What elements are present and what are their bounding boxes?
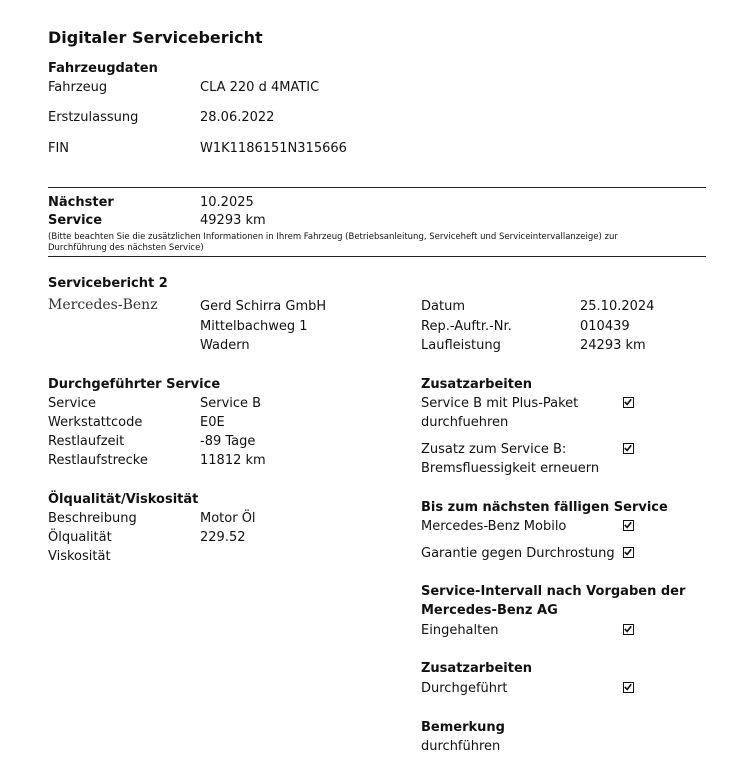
interval-heading-line1: Service-Intervall nach Vorgaben der (421, 584, 686, 599)
vehicle-value: CLA 220 d 4MATIC (200, 80, 320, 95)
remaining-distance-label: Restlaufstrecke (48, 453, 148, 468)
first-registration-value: 28.06.2022 (200, 110, 275, 125)
divider-top (48, 187, 706, 188)
oil-quality-label: Ölqualität (48, 530, 112, 545)
remark-heading: Bemerkung (421, 720, 505, 735)
next-service-label-2: Service (48, 213, 103, 228)
extra-work-heading: Zusatzarbeiten (421, 377, 533, 392)
oil-quality-value: 229.52 (200, 530, 246, 545)
interval-label: Eingehalten (421, 623, 499, 638)
checkmark-icon (624, 521, 632, 529)
service-value: Service B (200, 396, 262, 411)
extra-work-item-2-line1: Zusatz zum Service B: (421, 442, 567, 457)
report-heading: Servicebericht 2 (48, 276, 168, 291)
extra-work2-label: Durchgeführt (421, 681, 508, 696)
date-value: 25.10.2024 (580, 299, 655, 314)
vin-value: W1K1186151N315666 (200, 141, 347, 156)
mobilo-label: Mercedes-Benz Mobilo (421, 519, 567, 534)
mileage-value: 24293 km (580, 338, 646, 353)
oil-description-value: Motor Öl (200, 511, 256, 526)
date-label: Datum (421, 299, 465, 314)
remaining-distance-value: 11812 km (200, 453, 266, 468)
interval-heading-line2: Mercedes-Benz AG (421, 603, 558, 618)
workshop-code-label: Werkstattcode (48, 415, 143, 430)
extra-work2-checkbox[interactable] (623, 682, 634, 693)
dealer-city: Wadern (200, 338, 250, 353)
next-service-label-1: Nächster (48, 195, 114, 210)
viscosity-label: Viskosität (48, 549, 111, 564)
remark-text: durchführen (421, 739, 501, 754)
workshop-code-value: E0E (200, 415, 225, 430)
vehicle-heading: Fahrzeugdaten (48, 61, 158, 76)
extra-work-item-1-line2: durchfuehren (421, 415, 509, 430)
service-heading: Durchgeführter Service (48, 377, 221, 392)
page-title: Digitaler Servicebericht (48, 28, 263, 47)
oil-heading: Ölqualität/Viskosität (48, 492, 199, 507)
divider-bottom (48, 256, 706, 257)
extra-work-item-2-line2: Bremsfluessigkeit erneuern (421, 461, 600, 476)
mileage-label: Laufleistung (421, 338, 501, 353)
extra-work-item-1-checkbox[interactable] (623, 397, 634, 408)
interval-checkbox[interactable] (623, 624, 634, 635)
order-number-value: 010439 (580, 319, 630, 334)
checkmark-icon (624, 444, 632, 452)
rust-warranty-label: Garantie gegen Durchrostung (421, 546, 615, 561)
mobilo-checkbox[interactable] (623, 520, 634, 531)
extra-work-item-2-checkbox[interactable] (623, 443, 634, 454)
dealer-name: Gerd Schirra GmbH (200, 299, 327, 314)
order-number-label: Rep.-Auftr.-Nr. (421, 319, 512, 334)
extra-work2-heading: Zusatzarbeiten (421, 661, 533, 676)
dealer-street: Mittelbachweg 1 (200, 319, 308, 334)
next-service-date: 10.2025 (200, 195, 254, 210)
first-registration-label: Erstzulassung (48, 110, 139, 125)
next-service-note: (Bitte beachten Sie die zusätzlichen Informationen in Ihrem Fahrzeug (Betriebsanleitung, Serviceheft und Serviceintervallanzeige) zur Durchführung des nächsten Service) (48, 232, 618, 253)
oil-description-label: Beschreibung (48, 511, 137, 526)
next-service-km: 49293 km (200, 213, 266, 228)
until-next-heading: Bis zum nächsten fälligen Service (421, 500, 668, 515)
remaining-time-value: -89 Tage (200, 434, 256, 449)
remaining-time-label: Restlaufzeit (48, 434, 125, 449)
checkmark-icon (624, 548, 632, 556)
checkmark-icon (624, 625, 632, 633)
checkmark-icon (624, 398, 632, 406)
service-label: Service (48, 396, 97, 411)
vehicle-label: Fahrzeug (48, 80, 108, 95)
extra-work-item-1-line1: Service B mit Plus-Paket (421, 396, 579, 411)
rust-warranty-checkbox[interactable] (623, 547, 634, 558)
vin-label: FIN (48, 141, 70, 156)
brand-logo: Mercedes-Benz (48, 297, 158, 313)
checkmark-icon (624, 683, 632, 691)
